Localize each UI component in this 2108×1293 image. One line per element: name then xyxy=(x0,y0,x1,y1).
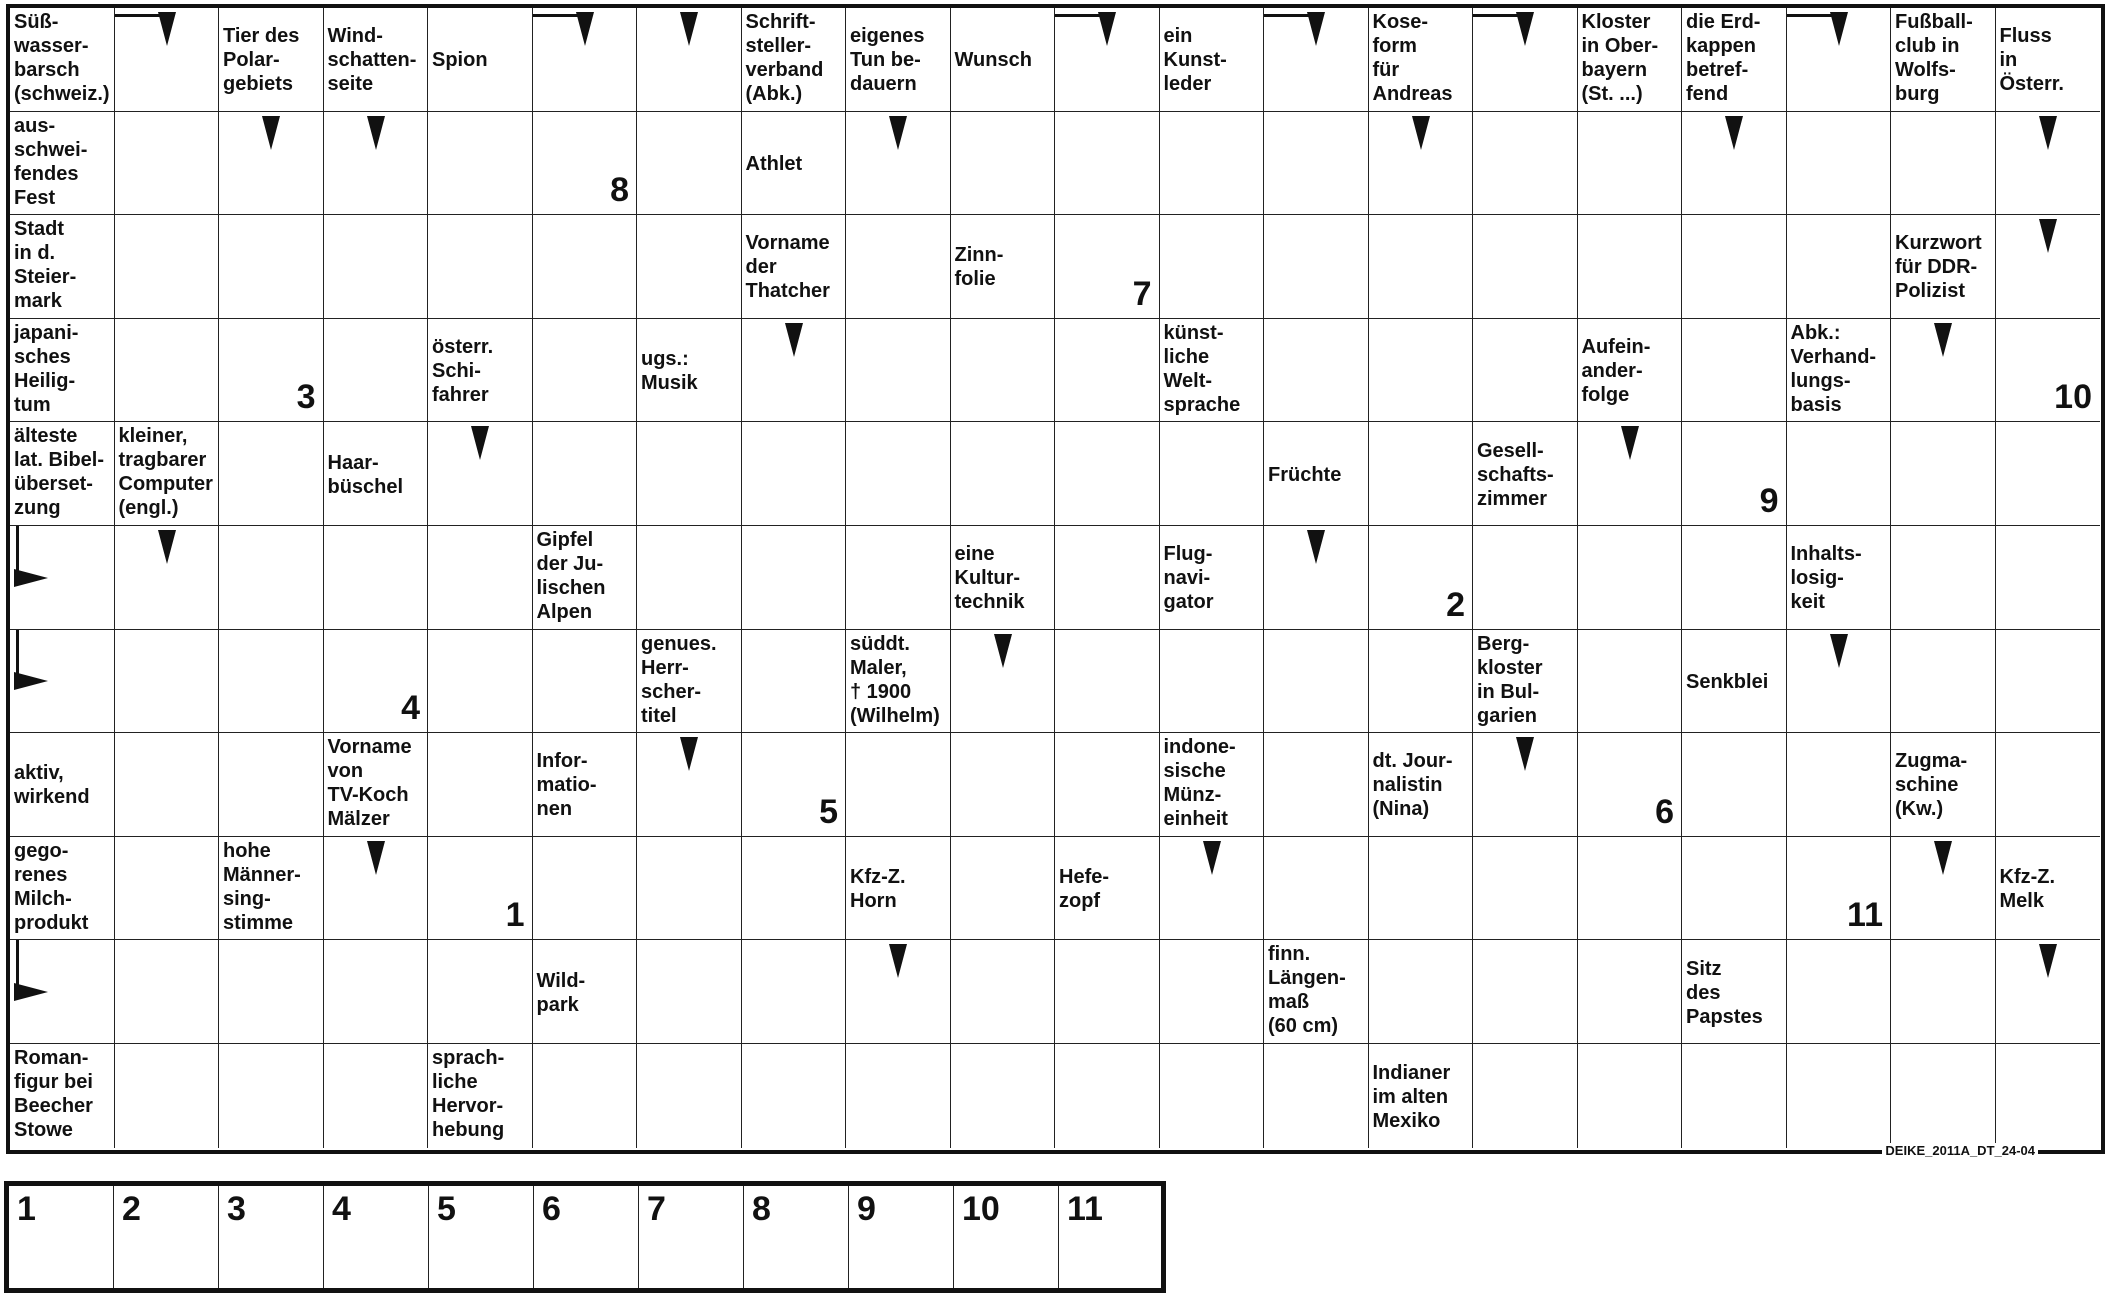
solution-number: 9 xyxy=(1759,482,1779,520)
clue-text: Gipfel der Ju- lischen Alpen xyxy=(536,529,606,623)
arrow-down-icon xyxy=(1725,116,1743,150)
answer-cell[interactable] xyxy=(1055,526,1160,630)
clue-fruechte xyxy=(1264,422,1369,526)
answer-cell[interactable] xyxy=(846,526,951,630)
clue-journalistin-nina xyxy=(1369,733,1474,837)
clue-ugs-musik xyxy=(637,319,742,423)
arrow-down-icon xyxy=(1098,12,1116,46)
clue-gesellschaftszimmer xyxy=(1473,422,1578,526)
answer-cell[interactable] xyxy=(115,837,220,941)
answer-cell[interactable] xyxy=(428,526,533,630)
answer-cell[interactable] xyxy=(1682,526,1787,630)
arrow-down-icon xyxy=(680,737,698,771)
arrow-down-icon xyxy=(262,116,280,150)
arrow-down-icon xyxy=(367,116,385,150)
answer-cell[interactable] xyxy=(951,112,1056,216)
clue-stadt-steiermark xyxy=(10,215,115,319)
clue-aktiv-wirkend xyxy=(10,733,115,837)
solution-cell[interactable]: 2 xyxy=(114,1186,219,1288)
answer-cell[interactable] xyxy=(324,940,429,1044)
answer-cell[interactable] xyxy=(115,1044,220,1148)
answer-cell[interactable] xyxy=(428,733,533,837)
solution-number: 1 xyxy=(505,896,525,935)
clue-kulturtechnik xyxy=(951,526,1056,630)
clue-text: eine Kultur- technik xyxy=(954,543,1025,614)
answer-cell[interactable] xyxy=(533,837,638,941)
arrow-right-icon xyxy=(14,569,48,587)
arrow-bar xyxy=(16,526,19,578)
clue-text: Spion xyxy=(432,49,488,72)
solution-number: 7 xyxy=(1132,274,1152,313)
clue-schriftstellerverband xyxy=(742,8,847,112)
answer-cell[interactable] xyxy=(1473,319,1578,423)
answer-cell[interactable] xyxy=(1369,422,1474,526)
clue-maennersingstimme xyxy=(219,837,324,941)
answer-cell[interactable] xyxy=(1055,112,1160,216)
answer-cell[interactable] xyxy=(1055,1044,1160,1148)
clue-text: dt. Jour- nalistin (Nina) xyxy=(1372,750,1453,821)
solution-row xyxy=(4,1181,1166,1293)
arrow-down-icon xyxy=(1621,426,1639,460)
answer-cell[interactable] xyxy=(1473,940,1578,1044)
clue-vorname-tv-koch xyxy=(324,733,429,837)
clue-vorname-thatcher xyxy=(742,215,847,319)
solution-cell[interactable]: 4 xyxy=(324,1186,429,1288)
answer-cell[interactable] xyxy=(1264,837,1369,941)
clue-text: eigenes Tun be- dauern xyxy=(850,25,925,96)
arrow-down-icon xyxy=(785,323,803,357)
clue-kunstleder xyxy=(1160,8,1265,112)
clue-windschattenseite xyxy=(324,8,429,112)
clue-text: Stadt in d. Steier- mark xyxy=(14,218,77,313)
clue-fluss-oesterreich xyxy=(1996,8,2101,112)
answer-cell[interactable] xyxy=(1787,733,1892,837)
clue-text: österr. Schi- fahrer xyxy=(432,336,494,407)
clue-text: hohe Männer- sing- stimme xyxy=(223,839,301,934)
solution-number: 11 xyxy=(1847,896,1883,935)
answer-cell[interactable] xyxy=(1578,630,1683,734)
clue-hefezopf xyxy=(1055,837,1160,941)
answer-cell[interactable] xyxy=(1160,422,1265,526)
answer-cell[interactable] xyxy=(115,733,220,837)
answer-cell[interactable] xyxy=(428,630,533,734)
arrow-down-icon xyxy=(576,12,594,46)
answer-cell[interactable] xyxy=(1578,112,1683,216)
clue-sprachliche-hervorhebung xyxy=(428,1044,533,1148)
answer-cell[interactable] xyxy=(637,526,742,630)
answer-cell[interactable] xyxy=(1996,630,2101,734)
clue-text: indone- sische Münz- einheit xyxy=(1163,736,1236,831)
arrow-down-icon xyxy=(1307,530,1325,564)
answer-cell[interactable] xyxy=(951,940,1056,1044)
clue-text: Infor- matio- nen xyxy=(536,750,597,821)
clue-verhandlungsbasis xyxy=(1787,319,1892,423)
arrow-down-icon xyxy=(1516,737,1534,771)
clue-text: süddt. Maler, † 1900 (Wilhelm) xyxy=(850,632,940,727)
clue-fussballclub-wolfsburg xyxy=(1891,8,1996,112)
answer-cell[interactable] xyxy=(1682,1044,1787,1148)
arrow-bar xyxy=(533,14,585,17)
clue-text: japani- sches Heilig- tum xyxy=(14,321,79,416)
answer-cell[interactable] xyxy=(1369,837,1474,941)
clue-text: finn. Längen- maß (60 cm) xyxy=(1268,943,1346,1038)
clue-text: Aufein- ander- folge xyxy=(1581,336,1651,407)
solution-cell[interactable]: 11 xyxy=(1067,1190,1103,1228)
clue-suesswasserbarsch xyxy=(10,8,115,112)
answer-cell[interactable] xyxy=(1891,112,1996,216)
arrow-down-icon xyxy=(889,944,907,978)
clue-text: Kfz-Z. Melk xyxy=(1999,866,2056,913)
arrow-bar xyxy=(16,630,19,682)
answer-cell[interactable] xyxy=(1055,422,1160,526)
answer-cell[interactable] xyxy=(1891,422,1996,526)
answer-cell[interactable] xyxy=(1682,733,1787,837)
clue-athlet xyxy=(742,112,847,216)
clue-text: Kurzwort für DDR- Polizist xyxy=(1895,232,1982,303)
clue-text: Fußball- club in Wolfs- burg xyxy=(1895,11,1973,105)
answer-cell[interactable] xyxy=(742,630,847,734)
clue-text: aus- schwei- fendes Fest xyxy=(14,114,88,209)
clue-sueddt-maler xyxy=(846,630,951,734)
answer-cell[interactable] xyxy=(324,526,429,630)
answer-cell[interactable] xyxy=(219,422,324,526)
clue-text: Flug- navi- gator xyxy=(1163,543,1214,614)
answer-cell[interactable] xyxy=(951,837,1056,941)
answer-cell[interactable] xyxy=(1055,940,1160,1044)
arrow-down-icon xyxy=(367,841,385,875)
arrow-down-icon xyxy=(680,12,698,46)
answer-cell[interactable] xyxy=(1369,319,1474,423)
clue-ddr-polizist xyxy=(1891,215,1996,319)
answer-cell[interactable] xyxy=(1682,215,1787,319)
answer-cell[interactable] xyxy=(219,733,324,837)
clue-text: Zinn- folie xyxy=(954,244,1004,291)
clue-text: aktiv, wirkend xyxy=(14,762,90,809)
answer-cell[interactable] xyxy=(219,526,324,630)
clue-text: Gesell- schafts- zimmer xyxy=(1477,439,1554,510)
answer-cell[interactable] xyxy=(219,630,324,734)
answer-cell[interactable] xyxy=(1160,940,1265,1044)
clue-finn-laengenmass xyxy=(1264,940,1369,1044)
answer-cell[interactable] xyxy=(1787,1044,1892,1148)
answer-cell[interactable] xyxy=(1055,630,1160,734)
answer-cell[interactable] xyxy=(1264,215,1369,319)
clue-text: Vorname von TV-Koch Mälzer xyxy=(327,736,412,831)
clue-informationen xyxy=(533,733,638,837)
arrow-down-icon xyxy=(2039,944,2057,978)
answer-cell[interactable] xyxy=(324,319,429,423)
answer-cell[interactable] xyxy=(1473,526,1578,630)
solution-cell[interactable]: 3 xyxy=(219,1186,324,1288)
clue-text: Vorname der Thatcher xyxy=(745,232,830,303)
answer-cell[interactable] xyxy=(219,940,324,1044)
answer-cell[interactable] xyxy=(846,1044,951,1148)
solution-cell[interactable]: 6 xyxy=(534,1186,639,1288)
answer-cell[interactable] xyxy=(1473,837,1578,941)
clue-eigenes-tun-bedauern xyxy=(846,8,951,112)
answer-cell[interactable] xyxy=(742,526,847,630)
answer-cell[interactable] xyxy=(742,940,847,1044)
clue-text: Roman- figur bei Beecher Stowe xyxy=(14,1047,93,1141)
clue-text: Kose- form für Andreas xyxy=(1372,11,1453,105)
answer-cell[interactable] xyxy=(1891,1044,1996,1148)
answer-cell[interactable] xyxy=(637,940,742,1044)
answer-cell[interactable] xyxy=(1055,319,1160,423)
answer-cell[interactable] xyxy=(742,837,847,941)
clue-japanisches-heiligtum xyxy=(10,319,115,423)
clue-text: ugs.: Musik xyxy=(641,348,698,395)
answer-cell[interactable] xyxy=(533,630,638,734)
answer-cell[interactable] xyxy=(533,1044,638,1148)
clue-text: Kfz-Z. Horn xyxy=(850,866,906,913)
answer-cell[interactable] xyxy=(637,837,742,941)
answer-cell[interactable] xyxy=(1264,112,1369,216)
arrow-down-icon xyxy=(889,116,907,150)
answer-cell[interactable] xyxy=(1160,1044,1265,1148)
solution-number: 10 xyxy=(2054,378,2092,417)
clue-text: Sitz des Papstes xyxy=(1686,957,1763,1028)
answer-cell[interactable] xyxy=(1996,422,2101,526)
answer-cell[interactable] xyxy=(115,630,220,734)
solution-number: 8 xyxy=(610,171,629,210)
crossword-grid xyxy=(6,4,2105,1154)
solution-cell[interactable]: 1 xyxy=(9,1186,114,1288)
clue-zugmaschine xyxy=(1891,733,1996,837)
solution-number: 4 xyxy=(401,689,420,728)
answer-cell[interactable] xyxy=(219,215,324,319)
clue-gipfel-julische-alpen xyxy=(533,526,638,630)
arrow-down-icon xyxy=(158,12,176,46)
answer-cell[interactable] xyxy=(533,319,638,423)
clue-koseform-andreas xyxy=(1369,8,1474,112)
answer-cell[interactable] xyxy=(637,1044,742,1148)
arrow-down-icon xyxy=(1934,323,1952,357)
clue-text: die Erd- kappen betref- fend xyxy=(1686,11,1761,105)
answer-cell[interactable] xyxy=(115,940,220,1044)
clue-text: Süß- wasser- barsch (schweiz.) xyxy=(14,11,110,105)
answer-cell[interactable] xyxy=(1369,940,1474,1044)
solution-number: 2 xyxy=(1446,585,1465,624)
arrow-bar xyxy=(16,940,19,992)
solution-cell[interactable]: 8 xyxy=(744,1186,849,1288)
clue-text: Abk.: Verhand- lungs- basis xyxy=(1790,321,1877,416)
clue-ausschweifendes-fest xyxy=(10,112,115,216)
answer-cell[interactable] xyxy=(846,422,951,526)
answer-cell[interactable] xyxy=(1996,733,2101,837)
answer-cell[interactable] xyxy=(1369,215,1474,319)
answer-cell[interactable] xyxy=(637,422,742,526)
clue-text: Hefe- zopf xyxy=(1059,866,1110,913)
clue-sitz-papst xyxy=(1682,940,1787,1044)
answer-cell[interactable] xyxy=(428,940,533,1044)
solution-number: 6 xyxy=(1655,792,1674,831)
solution-cell[interactable]: 10 xyxy=(954,1186,1059,1288)
answer-cell[interactable] xyxy=(533,215,638,319)
answer-cell[interactable] xyxy=(1473,215,1578,319)
clue-oesterr-schifahrer xyxy=(428,319,533,423)
answer-cell[interactable] xyxy=(1891,940,1996,1044)
clue-text: gego- renes Milch- produkt xyxy=(14,839,89,934)
answer-cell[interactable] xyxy=(1682,837,1787,941)
answer-cell[interactable] xyxy=(1160,215,1265,319)
solution-cell[interactable]: 9 xyxy=(849,1186,954,1288)
clue-text: Tier des Polar- gebiets xyxy=(223,25,300,96)
clue-text: Inhalts- losig- keit xyxy=(1790,543,1862,614)
arrow-down-icon xyxy=(2039,219,2057,253)
answer-cell[interactable] xyxy=(115,319,220,423)
clue-wildpark xyxy=(533,940,638,1044)
clue-text: Früchte xyxy=(1268,463,1342,486)
arrow-bar xyxy=(1264,14,1316,17)
clue-text: Senkblei xyxy=(1686,670,1769,693)
solution-cell[interactable]: 5 xyxy=(429,1186,534,1288)
clue-text: Indianer im alten Mexiko xyxy=(1372,1061,1451,1132)
answer-cell[interactable] xyxy=(1578,1044,1683,1148)
puzzle-code: DEIKE_2011A_DT_24-04 xyxy=(1882,1143,2038,1158)
answer-cell[interactable] xyxy=(324,215,429,319)
clue-tier-des-polargebiets xyxy=(219,8,324,112)
answer-cell[interactable] xyxy=(1264,1044,1369,1148)
answer-cell[interactable] xyxy=(428,112,533,216)
clue-tragbarer-computer xyxy=(115,422,220,526)
clue-text: Wild- park xyxy=(536,969,586,1016)
arrow-down-icon xyxy=(994,634,1012,668)
clue-inhaltslosigkeit xyxy=(1787,526,1892,630)
answer-cell[interactable] xyxy=(428,215,533,319)
answer-cell[interactable] xyxy=(1160,630,1265,734)
arrow-bar xyxy=(1055,14,1107,17)
answer-cell[interactable] xyxy=(1787,112,1892,216)
answer-cell[interactable] xyxy=(951,422,1056,526)
arrow-down-icon xyxy=(1307,12,1325,46)
clue-text: genues. Herr- scher- titel xyxy=(641,632,717,727)
clue-text: Fluss in Österr. xyxy=(1999,25,2064,96)
answer-cell[interactable] xyxy=(1578,940,1683,1044)
answer-cell[interactable] xyxy=(637,112,742,216)
answer-cell[interactable] xyxy=(115,215,220,319)
answer-cell[interactable] xyxy=(846,319,951,423)
clue-flugnavigator xyxy=(1160,526,1265,630)
clue-text: Wind- schatten- seite xyxy=(327,25,417,96)
clue-text: Athlet xyxy=(745,152,803,175)
answer-cell[interactable] xyxy=(1787,940,1892,1044)
answer-cell[interactable] xyxy=(324,1044,429,1148)
answer-cell[interactable] xyxy=(846,733,951,837)
answer-cell[interactable] xyxy=(533,422,638,526)
answer-cell[interactable] xyxy=(1264,733,1369,837)
clue-text: künst- liche Welt- sprache xyxy=(1163,321,1241,416)
answer-cell[interactable] xyxy=(1578,215,1683,319)
arrow-right-icon xyxy=(14,672,48,690)
arrow-down-icon xyxy=(471,426,489,460)
clue-erdkappen xyxy=(1682,8,1787,112)
arrow-right-icon xyxy=(14,983,48,1001)
answer-cell[interactable] xyxy=(951,319,1056,423)
clue-text: Wunsch xyxy=(954,49,1032,72)
arrow-bar xyxy=(115,14,167,17)
clue-text: Zugma- schine (Kw.) xyxy=(1895,750,1968,821)
arrow-down-icon xyxy=(158,530,176,564)
arrow-down-icon xyxy=(1203,841,1221,875)
solution-number: 3 xyxy=(296,378,316,417)
solution-number: 5 xyxy=(819,792,838,831)
answer-cell[interactable] xyxy=(846,215,951,319)
clue-spion xyxy=(428,8,533,112)
answer-cell[interactable] xyxy=(742,1044,847,1148)
answer-cell[interactable] xyxy=(1264,630,1369,734)
clue-indonesische-muenze xyxy=(1160,733,1265,837)
answer-cell[interactable] xyxy=(1578,837,1683,941)
answer-cell[interactable] xyxy=(1160,112,1265,216)
arrow-down-icon xyxy=(2039,116,2057,150)
arrow-down-icon xyxy=(1830,12,1848,46)
solution-cell[interactable]: 7 xyxy=(639,1186,744,1288)
arrow-down-icon xyxy=(1830,634,1848,668)
clue-haarbueschel xyxy=(324,422,429,526)
answer-cell[interactable] xyxy=(1055,733,1160,837)
clue-milchprodukt xyxy=(10,837,115,941)
clue-text: Berg- kloster in Bul- garien xyxy=(1477,632,1543,727)
answer-cell[interactable] xyxy=(951,1044,1056,1148)
answer-cell[interactable] xyxy=(1264,319,1369,423)
clue-text: Haar- büschel xyxy=(327,451,404,498)
clue-indianer-mexiko xyxy=(1369,1044,1474,1148)
arrow-bar xyxy=(1473,14,1525,17)
answer-cell[interactable] xyxy=(1473,112,1578,216)
answer-cell[interactable] xyxy=(219,1044,324,1148)
clue-zinnfolie xyxy=(951,215,1056,319)
arrow-down-icon xyxy=(1412,116,1430,150)
clue-text: Schrift- steller- verband (Abk.) xyxy=(745,11,824,105)
arrow-bar xyxy=(1787,14,1839,17)
answer-cell[interactable] xyxy=(1996,1044,2101,1148)
answer-cell[interactable] xyxy=(742,422,847,526)
clue-aufeinanderfolge xyxy=(1578,319,1683,423)
answer-cell[interactable] xyxy=(115,112,220,216)
clue-weltsprache xyxy=(1160,319,1265,423)
answer-cell[interactable] xyxy=(1682,319,1787,423)
clue-text: älteste lat. Bibel- überset- zung xyxy=(14,425,105,520)
clue-text: Kloster in Ober- bayern (St. ...) xyxy=(1581,11,1659,105)
answer-cell[interactable] xyxy=(1787,215,1892,319)
clue-wunsch xyxy=(951,8,1056,112)
clue-genues-herrschertitel xyxy=(637,630,742,734)
clue-kfz-melk xyxy=(1996,837,2101,941)
arrow-down-icon xyxy=(1516,12,1534,46)
answer-cell[interactable] xyxy=(1996,526,2101,630)
answer-cell[interactable] xyxy=(637,215,742,319)
answer-cell[interactable] xyxy=(951,733,1056,837)
answer-cell[interactable] xyxy=(1787,422,1892,526)
clue-senkblei xyxy=(1682,630,1787,734)
clue-bibeluebersetzung xyxy=(10,422,115,526)
clue-text: ein Kunst- leder xyxy=(1163,25,1227,96)
answer-cell[interactable] xyxy=(1891,630,1996,734)
clue-bergkloster-bulgarien xyxy=(1473,630,1578,734)
answer-cell[interactable] xyxy=(1473,1044,1578,1148)
answer-cell[interactable] xyxy=(1578,526,1683,630)
clue-kloster-oberbayern xyxy=(1578,8,1683,112)
arrow-down-icon xyxy=(1934,841,1952,875)
clue-text: kleiner, tragbarer Computer (engl.) xyxy=(118,425,213,520)
answer-cell[interactable] xyxy=(1369,630,1474,734)
clue-text: sprach- liche Hervor- hebung xyxy=(432,1047,505,1141)
clue-romanfigur-stowe xyxy=(10,1044,115,1148)
answer-cell[interactable] xyxy=(1891,526,1996,630)
clue-kfz-horn xyxy=(846,837,951,941)
